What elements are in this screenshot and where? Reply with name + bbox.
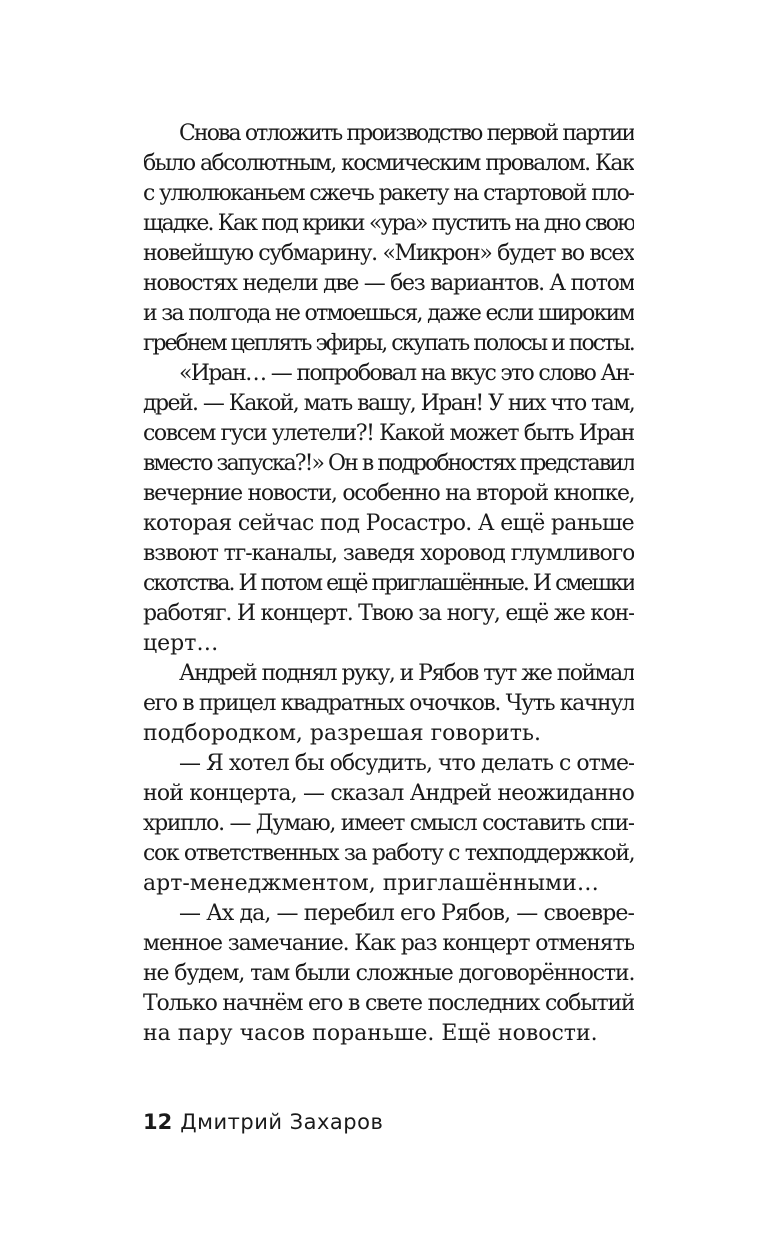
text-line: вместо запуска?!» Он в подробностях представил xyxy=(143,451,634,476)
text-line: дрей. — Какой, мать вашу, Иран! У них что там, xyxy=(143,391,634,416)
text-line: скотства. И потом ещё приглашённые. И смешки xyxy=(143,571,634,596)
paragraph xyxy=(143,659,634,749)
text-line: на пару часов пораньше. Ещё новости. xyxy=(143,1021,598,1046)
paragraph xyxy=(143,899,634,1049)
text-line: щадке. Как под крики «ура» пустить на дно свою xyxy=(143,211,634,236)
text-line: — Ах да, — перебил его Рябов, — своевре- xyxy=(179,901,634,926)
text-line: подбородком, разрешая говорить. xyxy=(143,721,541,746)
text-line: совсем гуси улетели?! Какой может быть Иран xyxy=(143,421,634,446)
text-line: арт-менеджментом, приглашёнными… xyxy=(143,871,599,896)
text-line: новостях недели две — без вариантов. А потом xyxy=(143,271,634,296)
text-line: которая сейчас под Росастро. А ещё раньше xyxy=(143,511,634,536)
text-line: Снова отложить производство первой партии xyxy=(179,121,634,146)
text-line: работяг. И концерт. Твою за ногу, ещё же кон- xyxy=(143,601,634,626)
text-line: Только начнём его в свете последних событий xyxy=(143,991,634,1016)
page-number: 12 xyxy=(143,1110,173,1134)
paragraph xyxy=(143,359,634,659)
text-line: и за полгода не отмоешься, даже если широким xyxy=(143,301,634,326)
page-footer xyxy=(143,1110,383,1134)
body-text xyxy=(143,119,634,1049)
text-line: вечерние новости, особенно на второй кнопке, xyxy=(143,481,634,506)
text-line: новейшую субмарину. «Микрон» будет во всех xyxy=(143,241,634,266)
text-line: не будем, там были сложные договорённости. xyxy=(143,961,634,986)
paragraph xyxy=(143,749,634,899)
paragraph xyxy=(143,119,634,359)
text-line: Андрей поднял руку, и Рябов тут же поймал xyxy=(179,661,634,686)
text-line: церт… xyxy=(143,631,219,656)
text-line: было абсолютным, космическим провалом. Как xyxy=(143,151,634,176)
text-line: его в прицел квадратных очочков. Чуть качнул xyxy=(143,691,634,716)
text-line: «Иран… — попробовал на вкус это слово Ан- xyxy=(179,361,634,386)
text-line: взвоют тг-каналы, заведя хоровод глумливого xyxy=(143,541,634,566)
text-line: — Я хотел бы обсудить, что делать с отме- xyxy=(179,751,634,776)
text-line: хрипло. — Думаю, имеет смысл составить спи- xyxy=(143,811,634,836)
text-line: сок ответственных за работу с техподдержкой, xyxy=(143,841,634,866)
text-line: ной концерта, — сказал Андрей неожиданно xyxy=(143,781,634,806)
author-name: Дмитрий Захаров xyxy=(180,1110,384,1134)
text-line: менное замечание. Как раз концерт отменять xyxy=(143,931,634,956)
text-line: с улюлюканьем сжечь ракету на стартовой пло- xyxy=(143,181,634,206)
text-line: гребнем цеплять эфиры, скупать полосы и посты. xyxy=(143,331,634,356)
